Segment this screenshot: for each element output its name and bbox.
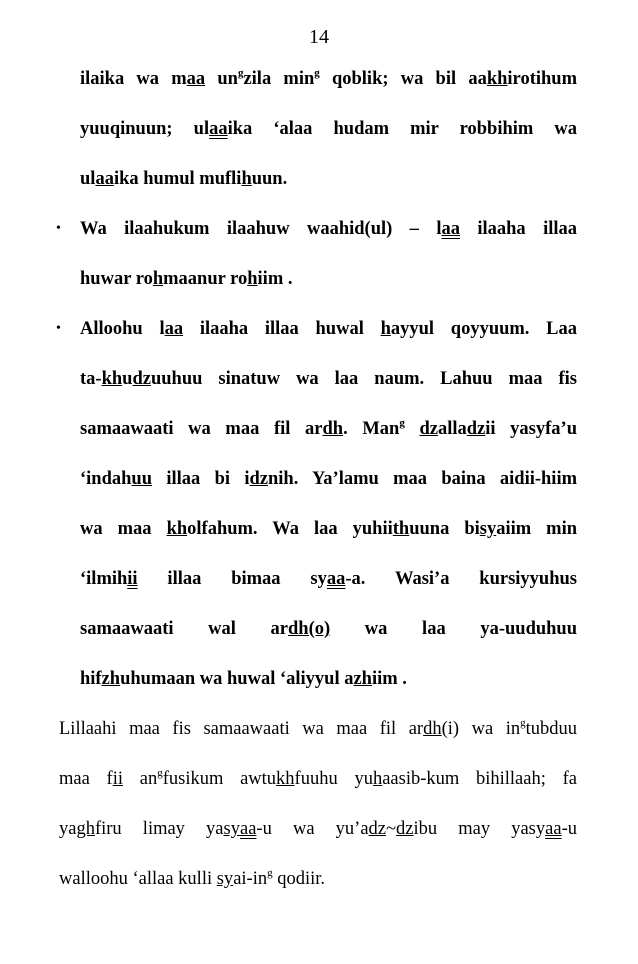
text-line	[80, 366, 577, 392]
superscript: g	[237, 66, 244, 79]
text-run: maa f	[59, 769, 113, 789]
text-run: ai-in	[233, 869, 268, 889]
text-run: ilaaha illaa	[459, 219, 577, 239]
underlined-letters: sy	[479, 519, 497, 539]
text-run: aasib-kum bihillaah; fa	[382, 769, 577, 789]
underlined-letters: dz	[419, 419, 438, 439]
underlined-letters: aa	[326, 569, 346, 589]
superscript: g	[157, 766, 163, 779]
text-run: uun.	[251, 169, 288, 189]
underlined-letters: sy	[223, 819, 240, 839]
underlined-letters: dz	[466, 419, 486, 439]
text-run	[405, 419, 420, 439]
text-run: iim .	[371, 669, 407, 689]
text-run: Wa ilaahukum ilaahuw waahid(ul) – l	[80, 219, 442, 239]
underlined-letters: aa	[95, 169, 114, 189]
underlined-letters: aa	[239, 819, 257, 839]
underlined-letters: dh(o)	[288, 619, 331, 639]
underlined-letters: aa	[545, 819, 562, 839]
text-run: fusikum awtu	[162, 769, 277, 789]
text-run: samaawaati wal ar	[80, 619, 289, 639]
superscript: g	[267, 866, 273, 879]
text-run: ta-	[80, 369, 102, 389]
text-line	[80, 166, 577, 192]
text-run: huwar ro	[80, 269, 153, 289]
text-run: qodiir.	[272, 869, 326, 889]
text-line	[80, 416, 577, 442]
superscript: g	[520, 716, 526, 729]
text-line	[80, 616, 577, 642]
text-run: tubduu	[525, 719, 577, 739]
text-run: hif	[80, 669, 102, 689]
text-run: un	[205, 69, 238, 89]
underlined-letters: dz	[396, 819, 414, 839]
text-run: ika ‘alaa hudam mir robbihim wa	[227, 119, 577, 139]
text-run: uhumaan wa huwal ‘aliyyul a	[120, 669, 354, 689]
text-line	[80, 316, 577, 342]
underlined-letters: dh	[423, 719, 442, 739]
text-run: irotihum	[507, 69, 577, 89]
text-run: maanur ro	[163, 269, 248, 289]
text-line	[80, 666, 577, 692]
underlined-letters: ii	[127, 569, 138, 589]
text-run: iim .	[257, 269, 293, 289]
text-run: fuuhu yu	[294, 769, 373, 789]
underlined-letters: h	[380, 319, 391, 339]
text-run: yuuqinuun; ul	[80, 119, 210, 139]
bullet-marker: •	[56, 221, 61, 236]
underlined-letters: h	[152, 269, 164, 289]
underlined-letters: kh	[486, 69, 508, 89]
text-run: ilaika wa m	[80, 69, 187, 89]
underlined-letters: zh	[353, 669, 372, 689]
underlined-letters: ii	[112, 769, 123, 789]
underlined-letters: dz	[368, 819, 386, 839]
text-run: an	[123, 769, 158, 789]
text-line	[80, 216, 577, 242]
text-run: samaawaati wa maa fil ar	[80, 419, 323, 439]
text-run: Alloohu l	[80, 319, 165, 339]
text-run: -a. Wasi’a kursiyyuhus	[345, 569, 578, 589]
underlined-letters: h	[372, 769, 383, 789]
text-run: aiim min	[496, 519, 578, 539]
text-run: ika humul mufli	[113, 169, 242, 189]
underlined-letters: aa	[209, 119, 228, 139]
text-line	[80, 516, 577, 542]
underlined-letters: kh	[166, 519, 188, 539]
underlined-letters: h	[241, 169, 252, 189]
underlined-letters: sy	[216, 869, 234, 889]
underlined-letters: kh	[101, 369, 123, 389]
underlined-letters: dz	[132, 369, 151, 389]
text-run: (i) wa in	[441, 719, 521, 739]
text-line	[80, 266, 577, 292]
text-run: zila min	[243, 69, 315, 89]
underlined-letters: h	[247, 269, 258, 289]
text-run: ‘indah	[80, 469, 132, 489]
text-line	[80, 566, 577, 592]
text-line	[80, 466, 577, 492]
text-line	[59, 866, 577, 892]
text-run: firu limay ya	[94, 819, 224, 839]
text-run: ul	[80, 169, 96, 189]
text-line	[59, 766, 577, 792]
text-run: ii yasyfa’u	[485, 419, 577, 439]
superscript: g	[399, 416, 405, 429]
text-run: uuhuu sinatuw wa laa naum. Lahuu maa fis	[150, 369, 577, 389]
text-run: u	[122, 369, 133, 389]
text-line	[80, 116, 577, 142]
underlined-letters: uu	[131, 469, 152, 489]
text-run: wa maa	[80, 519, 167, 539]
text-run: qoblik; wa bil aa	[319, 69, 487, 89]
text-line	[59, 716, 577, 742]
text-run: illaa bimaa sy	[137, 569, 327, 589]
underlined-letters: kh	[276, 769, 295, 789]
text-run: nih. Ya’lamu maa baina aidii-hiim	[267, 469, 577, 489]
text-run: -u wa yu’a	[256, 819, 369, 839]
text-run: ayyul qoyyuum. Laa	[390, 319, 578, 339]
text-run: olfahum. Wa laa yuhii	[187, 519, 393, 539]
bullet-marker: •	[56, 321, 61, 336]
text-run: wa laa ya-uuduhuu	[330, 619, 578, 639]
text-line	[59, 816, 577, 842]
text-run: ibu may yasy	[413, 819, 546, 839]
underlined-letters: dh	[322, 419, 344, 439]
underlined-letters: aa	[164, 319, 184, 339]
underlined-letters: gh	[76, 819, 95, 839]
text-run: ‘ilmih	[80, 569, 128, 589]
text-line	[80, 66, 577, 92]
text-run: -u	[561, 819, 577, 839]
superscript: g	[314, 66, 320, 79]
text-run: walloohu ‘allaa kulli	[59, 869, 217, 889]
text-run: . Man	[343, 419, 400, 439]
page-number: 14	[309, 26, 329, 48]
text-run: alla	[437, 419, 467, 439]
underlined-letters: aa	[441, 219, 460, 239]
text-run: ya	[59, 819, 77, 839]
underlined-letters: zh	[101, 669, 121, 689]
text-run: uuna bi	[409, 519, 480, 539]
underlined-letters: th	[392, 519, 410, 539]
underlined-letters: aa	[186, 69, 206, 89]
underlined-letters: dz	[249, 469, 268, 489]
text-run: ~	[386, 819, 397, 839]
text-run: Lillaahi maa fis samaawaati wa maa fil ar	[59, 719, 424, 739]
text-run: ilaaha illaa huwal	[183, 319, 381, 339]
text-run: illaa bi i	[152, 469, 250, 489]
